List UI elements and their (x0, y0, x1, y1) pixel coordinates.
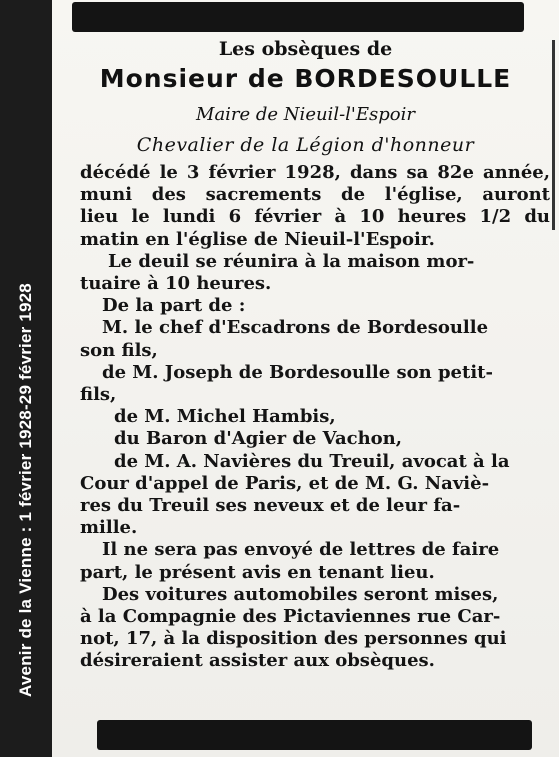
body-line: not, 17, à la disposition des personnes qui (80, 628, 507, 650)
body-line: muni des sacrements de l'église, auront (80, 184, 550, 206)
body-line: part, le présent avis en tenant lieu. (80, 561, 435, 583)
body-line: du Baron d'Agier de Vachon, (114, 428, 403, 450)
body-line: tuaire à 10 heures. (80, 273, 272, 295)
body-line: de M. Joseph de Bordesoulle son petit- (102, 361, 493, 383)
deceased-name: Monsieur de BORDESOULLE (99, 64, 512, 93)
body-line: lieu le lundi 6 février à 10 heures 1/2 du (80, 206, 550, 228)
body-line: Cour d'appel de Paris, et de M. G. Naviè- (80, 472, 490, 494)
body-line: son fils, (80, 339, 158, 361)
body-line: De la part de : (102, 295, 246, 317)
body-line: Des voitures automobiles seront mises, (102, 583, 499, 605)
body-line: à la Compagnie des Pictaviennes rue Car- (80, 606, 501, 628)
body-line: Il ne sera pas envoyé de lettres de faire (102, 539, 500, 561)
body-line: res du Treuil ses neveux et de leur fa- (80, 495, 461, 517)
deceased-title-honor: Chevalier de la Légion d'honneur (136, 134, 475, 156)
deceased-title-mayor: Maire de Nieuil-l'Espoir (196, 104, 415, 125)
body-line: fils, (80, 384, 117, 406)
top-black-rule (72, 2, 524, 32)
notice-body (80, 162, 550, 673)
body-line: Le deuil se réunira à la maison mor- (108, 250, 475, 272)
body-line: matin en l'église de Nieuil-l'Espoir. (80, 228, 435, 250)
notice-heading: Les obsèques de (218, 38, 393, 60)
bottom-black-rule (97, 720, 532, 750)
body-line: décédé le 3 février 1928, dans sa 82e année, (80, 162, 550, 183)
body-line: de M. A. Navières du Treuil, avocat à la (114, 450, 510, 472)
body-line: M. le chef d'Escadrons de Bordesoulle (102, 317, 489, 339)
newspaper-clipping (52, 0, 559, 757)
side-caption-band (0, 0, 52, 757)
body-line: de M. Michel Hambis, (114, 406, 336, 428)
body-line: mille. (80, 517, 138, 539)
source-caption: Avenir de la Vienne : 1 février 1928-29 février 1928 (16, 283, 35, 697)
body-line: désireraient assister aux obsèques. (80, 650, 435, 672)
